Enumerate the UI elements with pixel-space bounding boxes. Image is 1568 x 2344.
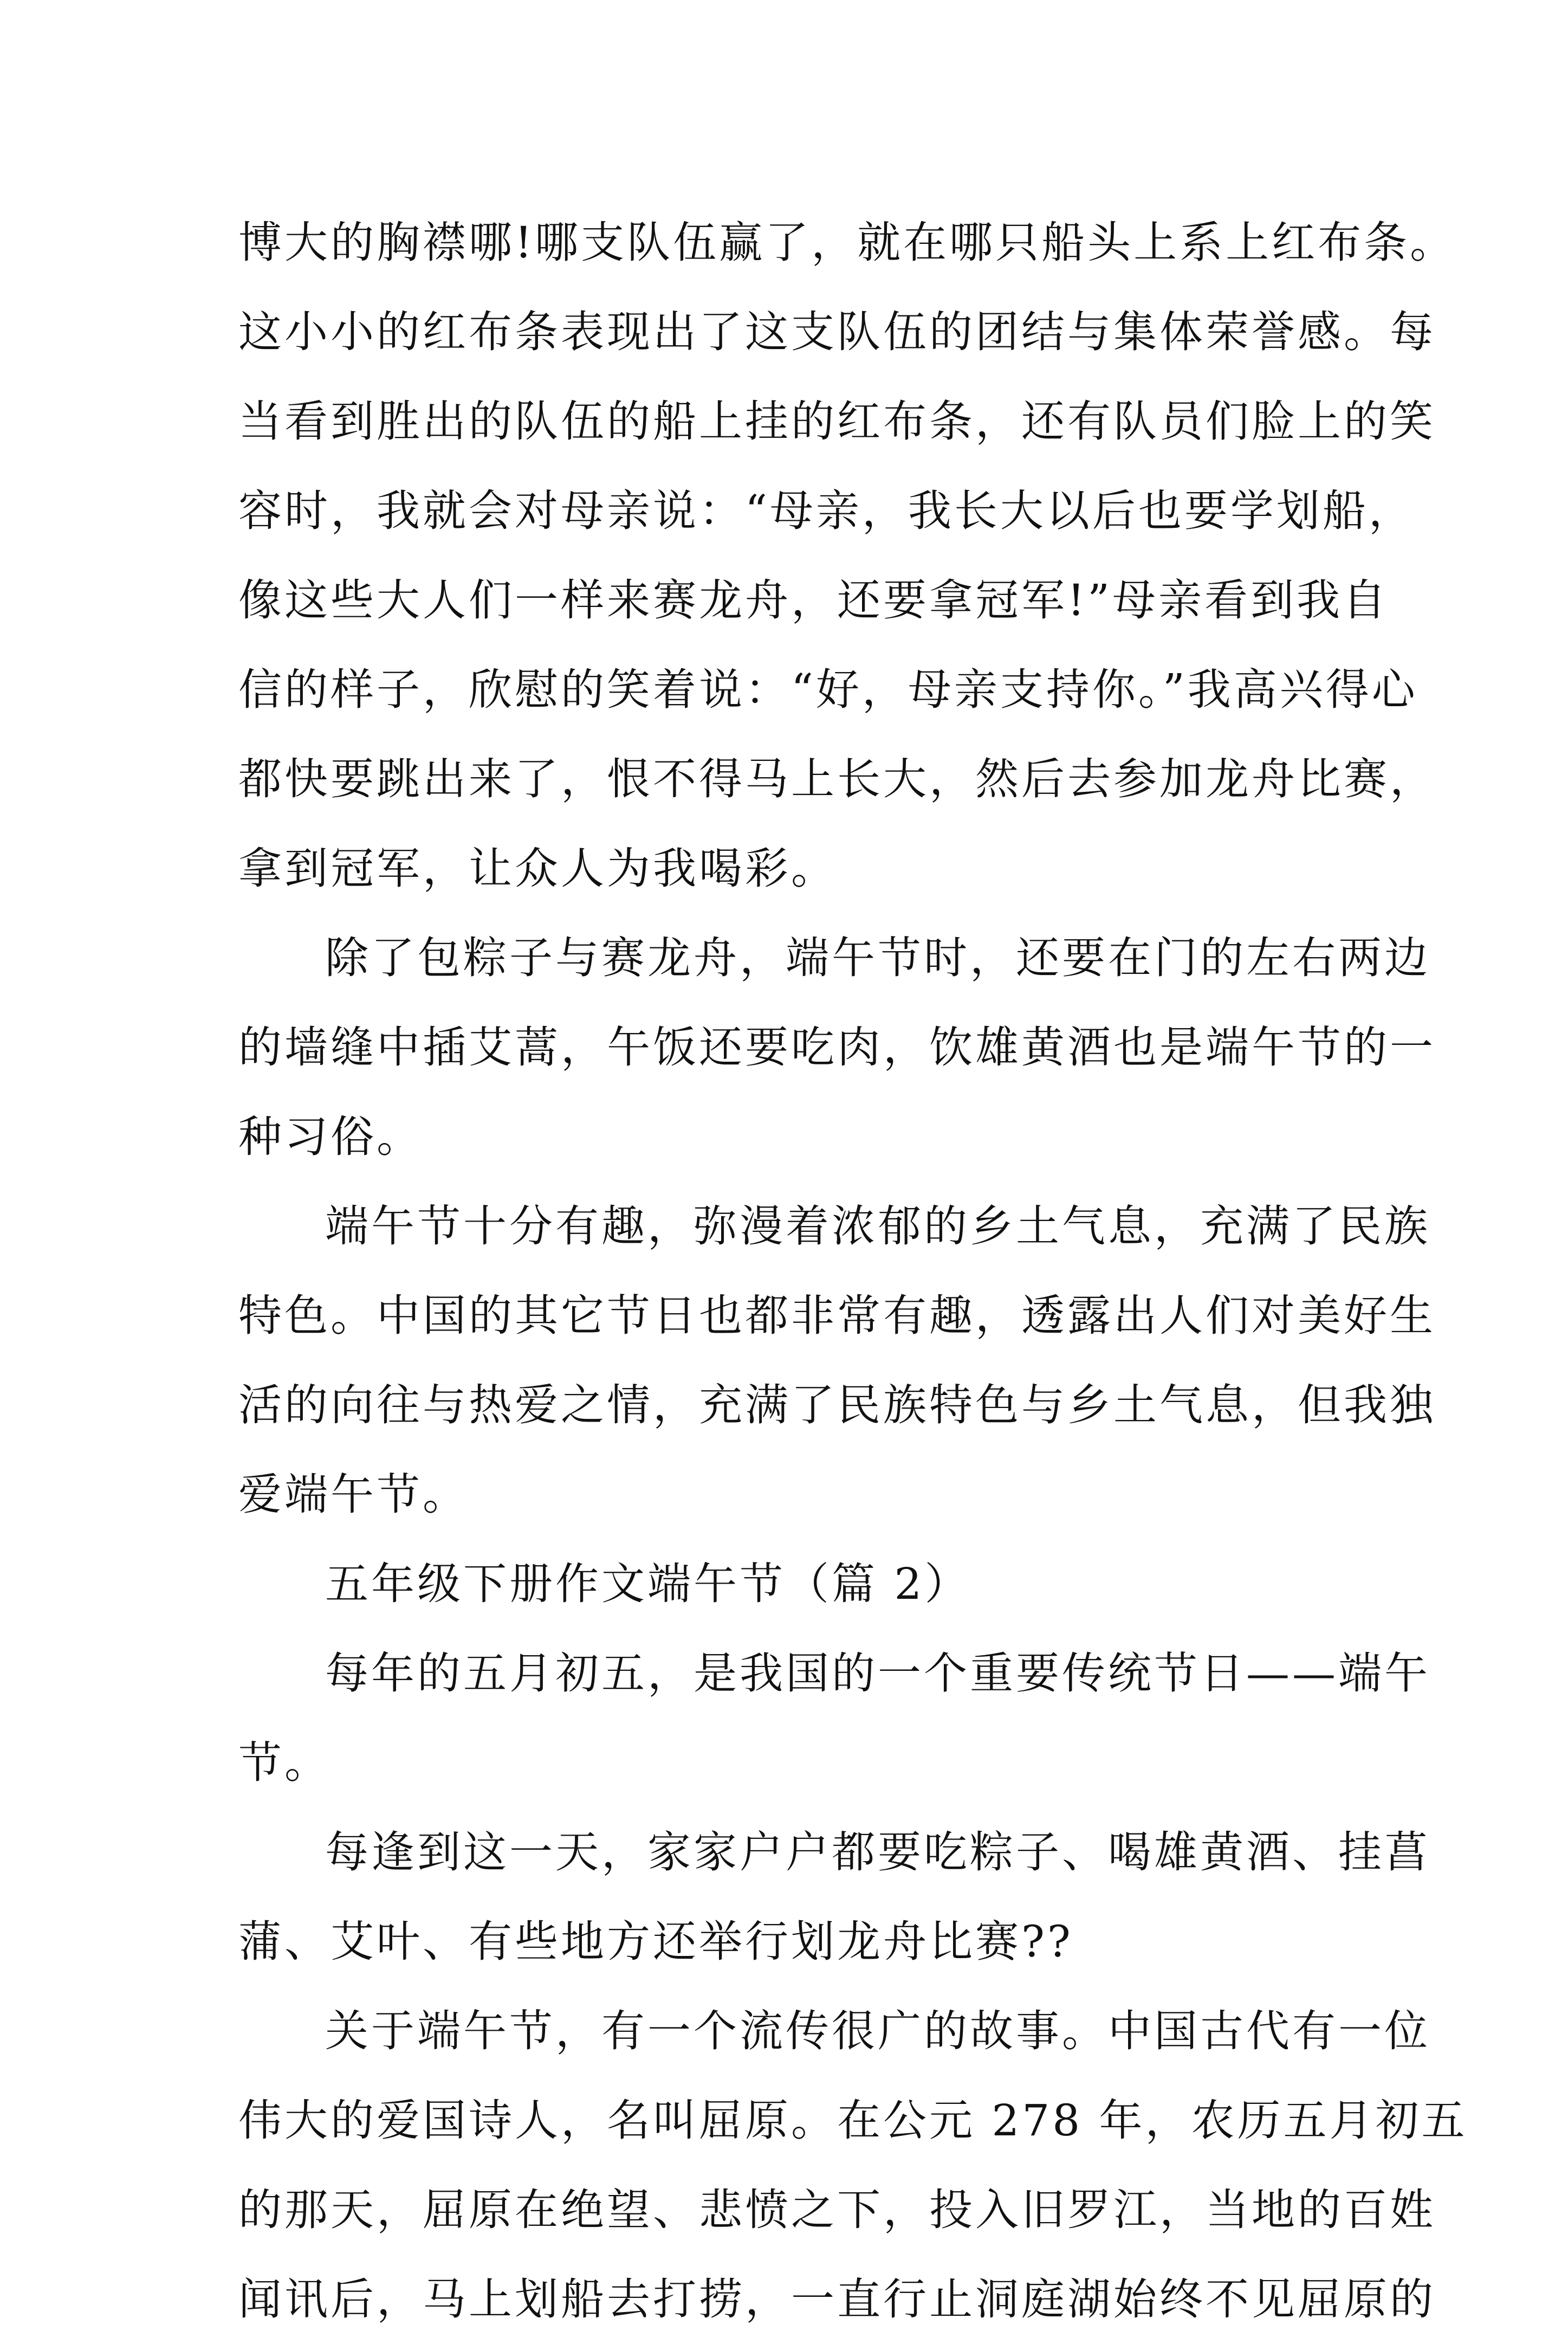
text-line: 端午节十分有趣，弥漫着浓郁的乡土气息，充满了民族 <box>325 1201 1430 1251</box>
text-line: 特色。中国的其它节日也都非常有趣，透露出人们对美好生 <box>238 1290 1436 1341</box>
text-line: 节。 <box>238 1738 331 1788</box>
text-line: 博大的胸襟哪!哪支队伍赢了，就在哪只船头上系上红布条。 <box>238 217 1456 268</box>
text-line: 这小小的红布条表现出了这支队伍的团结与集体荣誉感。每 <box>238 307 1436 357</box>
paragraph-7 <box>238 1986 1468 2344</box>
paragraph-5 <box>238 1629 1430 1807</box>
document-body <box>238 198 1468 2344</box>
text-line: 信的样子，欣慰的笑着说：“好，母亲支持你。”我高兴得心 <box>238 664 1418 715</box>
text-line: 蒲、艾叶、有些地方还举行划龙舟比赛?? <box>238 1916 1073 1967</box>
text-line: 活的向往与热爱之情，充满了民族特色与乡土气息，但我独 <box>238 1380 1436 1430</box>
text-line: 容时，我就会对母亲说：“母亲，我长大以后也要学划船， <box>238 486 1415 536</box>
paragraph-2 <box>238 913 1436 1181</box>
section-heading <box>238 1539 1344 1629</box>
text-line: 种习俗。 <box>238 1112 423 1162</box>
paragraph-6 <box>238 1807 1430 1986</box>
text-line: 都快要跳出来了，恨不得马上长大，然后去参加龙舟比赛， <box>238 754 1436 804</box>
text-line: 每年的五月初五，是我国的一个重要传统节日——端午 <box>325 1648 1430 1699</box>
text-line: 每逢到这一天，家家户户都要吃粽子、喝雄黄酒、挂菖 <box>325 1827 1430 1877</box>
paragraph-1 <box>238 198 1456 913</box>
text-line: 的那天，屈原在绝望、悲愤之下，投入旧罗江，当地的百姓 <box>238 2185 1436 2235</box>
section-title: 五年级下册作文端午节（篇 2） <box>325 1559 971 1609</box>
text-line: 像这些大人们一样来赛龙舟，还要拿冠军!”母亲看到我自 <box>238 575 1389 625</box>
text-line: 爱端午节。 <box>238 1469 469 1520</box>
text-line: 除了包粽子与赛龙舟，端午节时，还要在门的左右两边 <box>325 933 1430 983</box>
text-line: 关于端午节，有一个流传很广的故事。中国古代有一位 <box>325 2006 1430 2056</box>
text-line: 闻讯后，马上划船去打捞，一直行止洞庭湖始终不见屈原的 <box>238 2274 1436 2324</box>
text-line: 当看到胜出的队伍的船上挂的红布条，还有队员们脸上的笑 <box>238 396 1436 447</box>
text-line: 伟大的爱国诗人，名叫屈原。在公元 278 年，农历五月初五 <box>238 2095 1468 2146</box>
paragraph-3 <box>238 1181 1436 1539</box>
text-line: 拿到冠军，让众人为我喝彩。 <box>238 843 837 894</box>
text-line: 的墙缝中插艾蒿，午饭还要吃肉，饮雄黄酒也是端午节的一 <box>238 1022 1436 1073</box>
